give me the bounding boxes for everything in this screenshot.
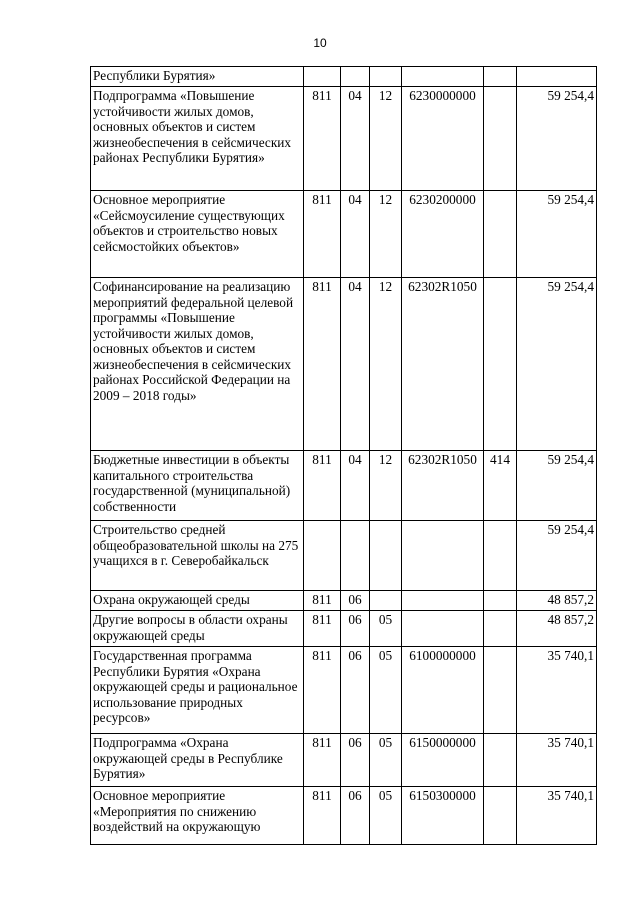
page-number: 10 bbox=[313, 36, 327, 50]
table-row bbox=[91, 611, 597, 647]
budget-table-body bbox=[91, 67, 597, 845]
expense-type-code-cell bbox=[484, 591, 517, 611]
ministry-code-cell: 811 bbox=[304, 734, 341, 787]
ministry-code-cell: 811 bbox=[304, 787, 341, 845]
target-article-code-cell bbox=[402, 67, 484, 87]
target-article-code-cell: 62302R1050 bbox=[402, 278, 484, 451]
item-name-cell: Строительство средней общеобразовательной школы на 275 учащихся в г. Северобайкальск bbox=[91, 521, 304, 591]
target-article-code-cell: 6150000000 bbox=[402, 734, 484, 787]
section-code-cell: 06 bbox=[341, 787, 370, 845]
amount-cell: 35 740,1 bbox=[517, 734, 597, 787]
table-row bbox=[91, 521, 597, 591]
ministry-code-cell: 811 bbox=[304, 591, 341, 611]
table-row bbox=[91, 87, 597, 191]
table-row bbox=[91, 591, 597, 611]
expense-type-code-cell bbox=[484, 521, 517, 591]
table-row bbox=[91, 451, 597, 521]
expense-type-code-cell: 414 bbox=[484, 451, 517, 521]
amount-cell: 59 254,4 bbox=[517, 451, 597, 521]
amount-cell: 48 857,2 bbox=[517, 611, 597, 647]
ministry-code-cell bbox=[304, 67, 341, 87]
amount-cell: 35 740,1 bbox=[517, 787, 597, 845]
target-article-code-cell: 6150300000 bbox=[402, 787, 484, 845]
target-article-code-cell bbox=[402, 611, 484, 647]
ministry-code-cell bbox=[304, 521, 341, 591]
section-code-cell: 06 bbox=[341, 591, 370, 611]
section-code-cell: 04 bbox=[341, 191, 370, 278]
amount-cell: 59 254,4 bbox=[517, 521, 597, 591]
expense-type-code-cell bbox=[484, 278, 517, 451]
table-row bbox=[91, 67, 597, 87]
ministry-code-cell: 811 bbox=[304, 611, 341, 647]
expense-type-code-cell bbox=[484, 647, 517, 734]
target-article-code-cell: 6230200000 bbox=[402, 191, 484, 278]
item-name-cell: Подпрограмма «Повышение устойчивости жилых домов, основных объектов и систем жизнеобеспечения в сейсмических районах Республики Бурятия» bbox=[91, 87, 304, 191]
subsection-code-cell: 05 bbox=[370, 611, 402, 647]
subsection-code-cell bbox=[370, 521, 402, 591]
section-code-cell: 04 bbox=[341, 87, 370, 191]
budget-table bbox=[90, 66, 597, 845]
ministry-code-cell: 811 bbox=[304, 278, 341, 451]
ministry-code-cell: 811 bbox=[304, 87, 341, 191]
expense-type-code-cell bbox=[484, 191, 517, 278]
table-row bbox=[91, 191, 597, 278]
amount-cell bbox=[517, 67, 597, 87]
subsection-code-cell: 05 bbox=[370, 734, 402, 787]
item-name-cell: Подпрограмма «Охрана окружающей среды в Республике Бурятия» bbox=[91, 734, 304, 787]
section-code-cell: 06 bbox=[341, 734, 370, 787]
expense-type-code-cell bbox=[484, 734, 517, 787]
section-code-cell bbox=[341, 521, 370, 591]
subsection-code-cell: 12 bbox=[370, 191, 402, 278]
item-name-cell: Софинансирование на реализацию мероприятий федеральной целевой программы «Повышение устойчивости жилых домов, основных объектов и систем жизнеобеспечения в сейсмических районах Российской Федерации на 2009 – 2018 годы» bbox=[91, 278, 304, 451]
target-article-code-cell bbox=[402, 591, 484, 611]
expense-type-code-cell bbox=[484, 611, 517, 647]
subsection-code-cell: 12 bbox=[370, 87, 402, 191]
target-article-code-cell: 6230000000 bbox=[402, 87, 484, 191]
ministry-code-cell: 811 bbox=[304, 191, 341, 278]
expense-type-code-cell bbox=[484, 787, 517, 845]
amount-cell: 35 740,1 bbox=[517, 647, 597, 734]
subsection-code-cell: 05 bbox=[370, 787, 402, 845]
item-name-cell: Государственная программа Республики Бурятия «Охрана окружающей среды и рациональное использование природных ресурсов» bbox=[91, 647, 304, 734]
subsection-code-cell bbox=[370, 67, 402, 87]
item-name-cell: Основное мероприятие «Сейсмоусиление существующих объектов и строительство новых сейсмостойких объектов» bbox=[91, 191, 304, 278]
subsection-code-cell bbox=[370, 591, 402, 611]
table-row bbox=[91, 734, 597, 787]
target-article-code-cell: 6100000000 bbox=[402, 647, 484, 734]
expense-type-code-cell bbox=[484, 87, 517, 191]
ministry-code-cell: 811 bbox=[304, 647, 341, 734]
table-row bbox=[91, 278, 597, 451]
subsection-code-cell: 12 bbox=[370, 278, 402, 451]
ministry-code-cell: 811 bbox=[304, 451, 341, 521]
item-name-cell: Охрана окружающей среды bbox=[91, 591, 304, 611]
item-name-cell: Основное мероприятие «Мероприятия по снижению воздействий на окружающую bbox=[91, 787, 304, 845]
expense-type-code-cell bbox=[484, 67, 517, 87]
item-name-cell: Другие вопросы в области охраны окружающей среды bbox=[91, 611, 304, 647]
section-code-cell: 04 bbox=[341, 278, 370, 451]
subsection-code-cell: 12 bbox=[370, 451, 402, 521]
section-code-cell: 06 bbox=[341, 611, 370, 647]
target-article-code-cell: 62302R1050 bbox=[402, 451, 484, 521]
amount-cell: 59 254,4 bbox=[517, 87, 597, 191]
section-code-cell bbox=[341, 67, 370, 87]
item-name-cell: Республики Бурятия» bbox=[91, 67, 304, 87]
section-code-cell: 04 bbox=[341, 451, 370, 521]
table-row bbox=[91, 787, 597, 845]
table-row bbox=[91, 647, 597, 734]
item-name-cell: Бюджетные инвестиции в объекты капитального строительства государственной (муниципальной) собственности bbox=[91, 451, 304, 521]
subsection-code-cell: 05 bbox=[370, 647, 402, 734]
amount-cell: 48 857,2 bbox=[517, 591, 597, 611]
amount-cell: 59 254,4 bbox=[517, 191, 597, 278]
section-code-cell: 06 bbox=[341, 647, 370, 734]
amount-cell: 59 254,4 bbox=[517, 278, 597, 451]
target-article-code-cell bbox=[402, 521, 484, 591]
